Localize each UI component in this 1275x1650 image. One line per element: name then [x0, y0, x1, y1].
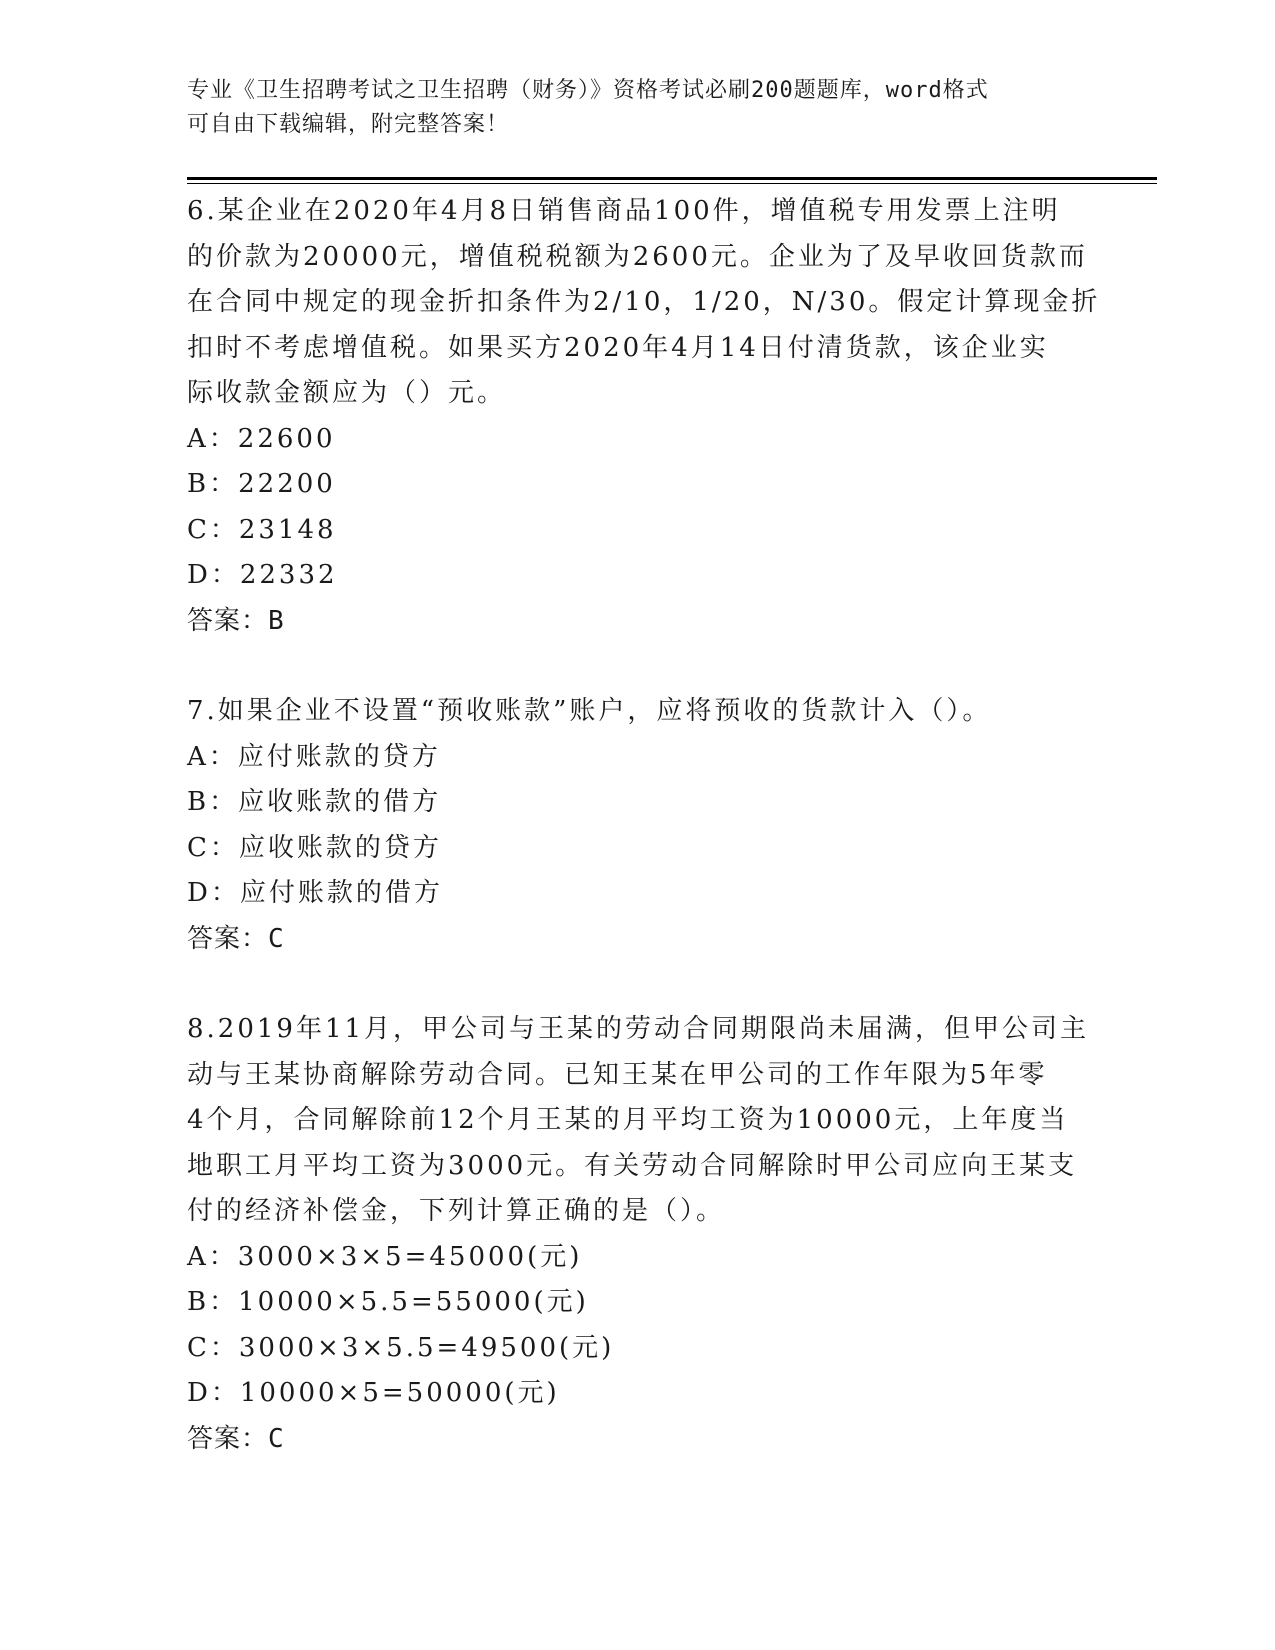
header-line-2: 可自由下载编辑，附完整答案！ — [187, 112, 510, 137]
header-divider-thick — [187, 177, 1157, 180]
option-c: C：3000×3×5.5=49500(元) — [187, 1332, 615, 1363]
header-line-1: 专业《卫生招聘考试之卫生招聘（财务）》资格考试必刷200题题库，word格式 — [187, 78, 989, 103]
answer-7: 答案：C — [187, 923, 285, 954]
question-6 — [187, 189, 1101, 599]
question-text-line: 动与王某协商解除劳动合同。已知王某在甲公司的工作年限为5年零 — [187, 1059, 1048, 1090]
question-text-line: 扣时不考虑增值税。如果买方2020年4月14日付清货款，该企业实 — [187, 332, 1049, 363]
question-text-line: 地职工月平均工资为3000元。有关劳动合同解除时甲公司应向王某支 — [187, 1150, 1078, 1181]
question-text-line: 在合同中规定的现金折扣条件为2/10，1/20，N/30。假定计算现金折 — [187, 287, 1101, 317]
option-d: D：应付账款的借方 — [187, 878, 443, 908]
question-7 — [187, 689, 1087, 917]
option-b: B：应收账款的借方 — [187, 787, 442, 817]
option-a: A：3000×3×5=45000(元) — [187, 1241, 583, 1272]
document-header — [187, 74, 1067, 142]
question-list — [187, 189, 1101, 1462]
question-text-line: 4个月，合同解除前12个月王某的月平均工资为10000元，上年度当 — [187, 1105, 1069, 1135]
question-text-line: 际收款金额应为（）元。 — [187, 378, 507, 408]
question-text-line: 7.如果企业不设置“预收账款”账户，应将预收的货款计入（）。 — [187, 696, 992, 726]
spacer — [187, 644, 1087, 689]
answer-6: 答案：B — [187, 605, 285, 636]
option-b: B：22200 — [187, 469, 336, 499]
question-text-line: 6.某企业在2020年4月8日销售商品100件，增值税专用发票上注明 — [187, 196, 1061, 226]
option-c: C：应收账款的贷方 — [187, 832, 442, 863]
option-d: D：22332 — [187, 560, 338, 590]
option-c: C：23148 — [187, 514, 337, 545]
spacer — [187, 962, 1087, 1007]
question-8 — [187, 1007, 1090, 1417]
option-b: B：10000×5.5=55000(元) — [187, 1287, 589, 1317]
option-a: A：22600 — [187, 423, 336, 454]
question-text-line: 8.2019年11月，甲公司与王某的劳动合同期限尚未届满，但甲公司主 — [187, 1014, 1090, 1044]
question-text-line: 的价款为20000元，增值税税额为2600元。企业为了及早收回货款而 — [187, 241, 1088, 272]
header-divider-thin — [187, 183, 1157, 184]
option-a: A：应付账款的贷方 — [187, 741, 441, 772]
question-text-line: 付的经济补偿金，下列计算正确的是（）。 — [187, 1196, 726, 1226]
option-d: D：10000×5=50000(元) — [187, 1378, 560, 1408]
answer-8: 答案：C — [187, 1423, 285, 1454]
